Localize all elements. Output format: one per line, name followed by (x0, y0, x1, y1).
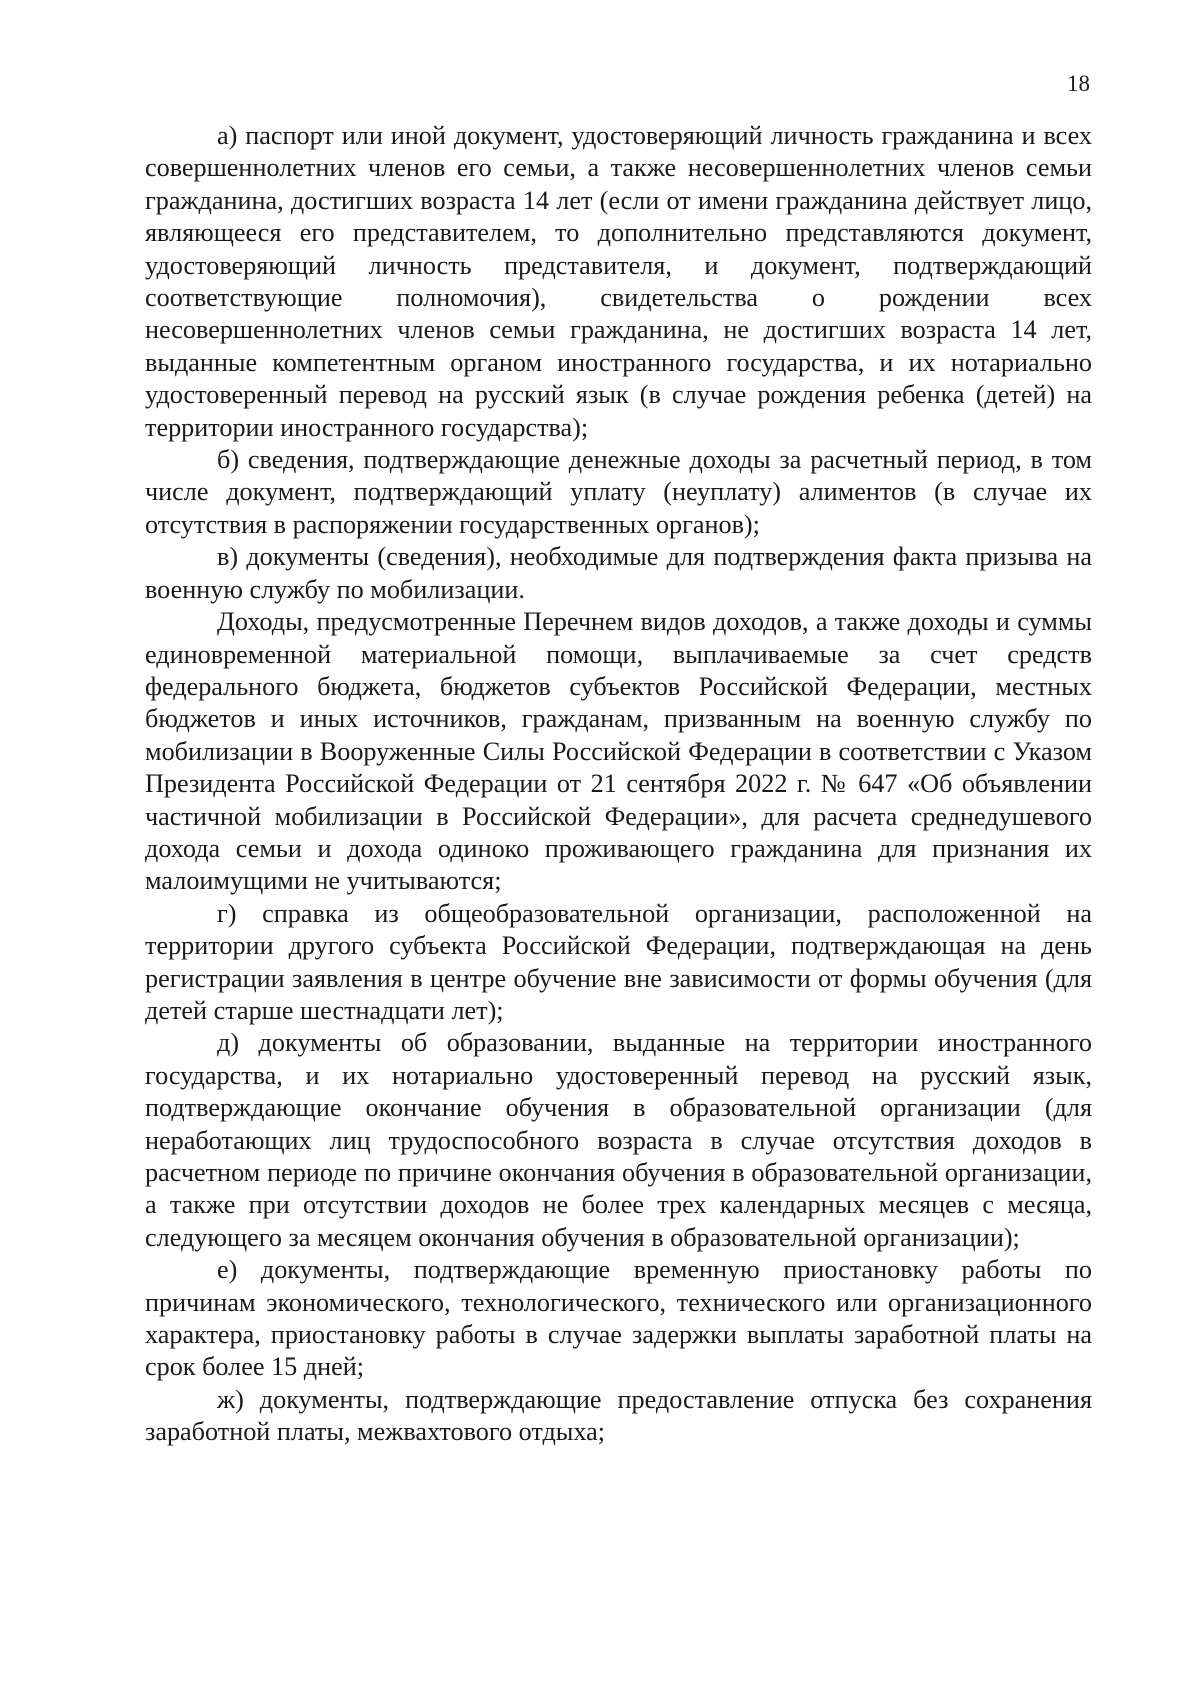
paragraph-b-income-info: б) сведения, подтверждающие денежные доходы за расчетный период, в том числе документ, подтверждающий уплату (неуплату) алиментов (в случае их отсутствия в распоряжении государственных органов); (145, 445, 1092, 539)
page-number: 18 (1067, 71, 1090, 96)
paragraph-zh-unpaid-leave: ж) документы, подтверждающие предоставление отпуска без сохранения заработной платы, межвахтового отдыха; (145, 1384, 1092, 1447)
paragraph-income-exclusions: Доходы, предусмотренные Перечнем видов доходов, а также доходы и суммы единовременной материальной помощи, выплачиваемые за счет средств федерального бюджета, бюджетов субъектов Российской Федерации, местных бюджетов и иных источников, гражданам, призванным на военную службу по мобилизации в Вооруженные Силы Российской Федерации в соответствии с Указом Президента Российской Федерации от 21 сентября 2022 г. № 647 «Об объявлении частичной мобилизации в Российской Федерации», для расчета среднедушевого дохода семьи и дохода одиноко проживающего гражданина для признания их малоимущими не учитываются; (145, 607, 1092, 896)
document-body (145, 120, 1092, 1449)
paragraph-d-education-docs: д) документы об образовании, выданные на территории иностранного государства, и их нотариально удостоверенный перевод на русский язык, подтверждающие окончание обучения в образовательной организации (для неработающих лиц трудоспособного возраста в случае отсутствия доходов в расчетном периоде по причине окончания обучения в образовательной организации, а также при отсутствии доходов не более трех календарных месяцев с месяца, следующего за месяцем окончания обучения в образовательной организации); (145, 1028, 1092, 1252)
paragraph-a-passport: а) паспорт или иной документ, удостоверяющий личность гражданина и всех совершеннолетних членов его семьи, а также несовершеннолетних членов семьи гражданина, достигших возраста 14 лет (если от имени гражданина действует лицо, являющееся его представителем, то дополнительно представляются документ, удостоверяющий личность представителя, и документ, подтверждающий соответствующие полномочия), свидетельства о рождении всех несовершеннолетних членов семьи гражданина, не достигших возраста 14 лет, выданные компетентным органом иностранного государства, и их нотариально удостоверенный перевод на русский язык (в случае рождения ребенка (детей) на территории иностранного государства); (145, 121, 1092, 442)
paragraph-e-work-suspension: е) документы, подтверждающие временную приостановку работы по причинам экономического, технологического, технического или организационного характера, приостановку работы в случае задержки выплаты заработной платы на срок более 15 дней; (145, 1255, 1092, 1382)
paragraph-g-school-certificate: г) справка из общеобразовательной организации, расположенной на территории другого субъекта Российской Федерации, подтверждающая на день регистрации заявления в центре обучение вне зависимости от формы обучения (для детей старше шестнадцати лет); (145, 898, 1092, 1025)
paragraph-v-mobilization-docs: в) документы (сведения), необходимые для подтверждения факта призыва на военную службу по мобилизации. (145, 542, 1092, 604)
